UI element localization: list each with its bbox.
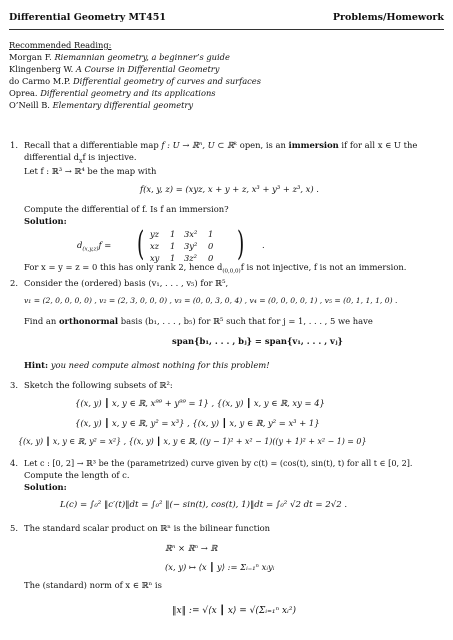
reading-author: Oprea. <box>9 88 38 98</box>
term-orthonormal: orthonormal <box>58 316 119 326</box>
problem-1-line-4: Compute the differential of f. Is f an immersion? <box>24 204 229 214</box>
problem-number: 2. <box>10 278 18 288</box>
problem-1-line-5: For x = y = z = 0 this has only rank 2, hence $d_{(0,0,0)}f$ is not injective, f is not an immersion. <box>24 262 407 275</box>
hint-text: you need compute almost nothing for this problem! <box>50 360 270 370</box>
reading-item <box>9 100 193 112</box>
reading-title: A Course in Differential Geometry <box>75 64 220 74</box>
subset-row: {(x, y) ┃ x, y ∈ ℝ, x⁹⁹ + y⁹⁹ = 1} , {(x, y) ┃ x, y ∈ ℝ, xy = 4} <box>75 398 325 408</box>
matrix-period: . <box>262 240 265 250</box>
problem-1-line-2: differential $d_xf$ is injective. <box>24 152 137 165</box>
reading-author: do Carmo M.P. <box>9 76 71 86</box>
hint <box>24 360 270 370</box>
problem-number: 1. <box>10 140 18 150</box>
scalar-product-definition: (x, y) ↦ ⟨x ┃ y⟩ := Σᵢ₌₁ⁿ xᵢyᵢ <box>165 562 275 572</box>
problem-5-line-1: The standard scalar product on ℝⁿ is the bilinear function <box>24 523 271 533</box>
subset-row: {(x, y) ┃ x, y ∈ ℝ, y² = x²} , {(x, y) ┃ x, y ∈ ℝ, ((y − 1)² + x² − 1)((y + 1)² + x² − 1) = 0} <box>18 437 367 446</box>
matrix-row: xz 1 3y² 0 <box>150 241 214 251</box>
problem-1-line-3: Let f : ℝ³ → ℝ⁴ be the map with <box>24 166 157 176</box>
reading-item <box>9 52 230 64</box>
problem-2-line-1: Consider the (ordered) basis (v₁, . . . , v₅) for ℝ⁵, <box>24 278 229 288</box>
basis-vectors: v₁ = (2, 0, 0, 0, 0) , v₂ = (2, 3, 0, 0, 0) , v₃ = (0, 0, 3, 0, 4) , v₄ = (0, 0, 0, 0, 1) , v₅ = (0, 1, 1, 1, 0) . <box>24 296 398 305</box>
problem-4-line-1: Let c : [0, 2] → ℝ³ be the (parametrized) curve given by c(t) = (cos(t), sin(t), t) for all t ∈ [0, 2]. <box>24 458 413 468</box>
jacobian-matrix <box>136 224 260 265</box>
matrix-left-paren: ( <box>136 224 145 264</box>
reading-heading: Recommended Reading: <box>9 40 112 50</box>
reading-author: Morgan F. <box>9 52 52 62</box>
problem-2-line-2: Find an orthonormal basis (b₁, . . . , b₅) for ℝ⁵ such that for j = 1, . . . , 5 we have <box>24 316 373 326</box>
document-type: Problems/Homework <box>332 12 444 23</box>
reading-title: Differential geometry and its applications <box>40 88 216 98</box>
reading-author: Klingenberg W. <box>9 64 74 74</box>
differential-label: $d_{(x,y,z)}f$ = <box>77 240 112 253</box>
matrix-right-paren: ) <box>236 224 245 264</box>
reading-item <box>9 64 219 76</box>
term-immersion: immersion <box>288 140 339 150</box>
length-equation: L(c) = ∫₀² ‖c′(t)‖dt = ∫₀² ‖(− sin(t), cos(t), 1)‖dt = ∫₀² √2 dt = 2√2 . <box>60 500 348 510</box>
reading-title: Elementary differential geometry <box>52 100 194 110</box>
solution-label: Solution: <box>24 216 67 226</box>
problem-5-line-2: The (standard) norm of x ∈ ℝⁿ is <box>24 580 162 590</box>
norm-definition: ‖x‖ := √⟨x ┃ x⟩ = √(Σᵢ₌₁ⁿ xᵢ²) <box>172 606 296 616</box>
subset-row: {(x, y) ┃ x, y ∈ ℝ, y² = x³} , {(x, y) ┃ x, y ∈ ℝ, y² = x³ + 1} <box>75 418 320 428</box>
course-title: Differential Geometry MT451 <box>9 12 166 23</box>
reading-title: Riemannian geometry, a beginner’s guide <box>54 52 230 62</box>
problem-number: 5. <box>10 523 18 533</box>
header-rule <box>9 29 444 30</box>
reading-item <box>9 76 261 88</box>
reading-author: O’Neill B. <box>9 100 50 110</box>
problem-number: 4. <box>10 458 18 468</box>
reading-title: Differential geometry of curves and surfaces <box>73 76 261 86</box>
scalar-product-domain: ℝⁿ × ℝⁿ → ℝ <box>165 543 218 553</box>
problem-1-line-1: Recall that a differentiable map f : U → ℝⁿ, U ⊂ ℝᵏ open, is an immersion if for all x ∈ U the <box>24 140 418 150</box>
matrix-row: yz 1 3x² 1 <box>150 229 214 239</box>
span-equation: span{b₁, . . . , bⱼ} = span{v₁, . . . , vⱼ} <box>172 336 343 346</box>
problem-4-line-2: Compute the length of c. <box>24 470 130 480</box>
solution-label: Solution: <box>24 482 67 492</box>
hint-label: Hint: <box>24 360 49 370</box>
problem-3-line-1: Sketch the following subsets of ℝ²: <box>24 380 173 390</box>
reading-item <box>9 88 216 100</box>
problem-1-equation: f(x, y, z) = (xyz, x + y + z, x³ + y³ + z³, x) . <box>140 184 319 194</box>
matrix-row: xy 1 3z² 0 <box>150 253 214 263</box>
problem-number: 3. <box>10 380 18 390</box>
